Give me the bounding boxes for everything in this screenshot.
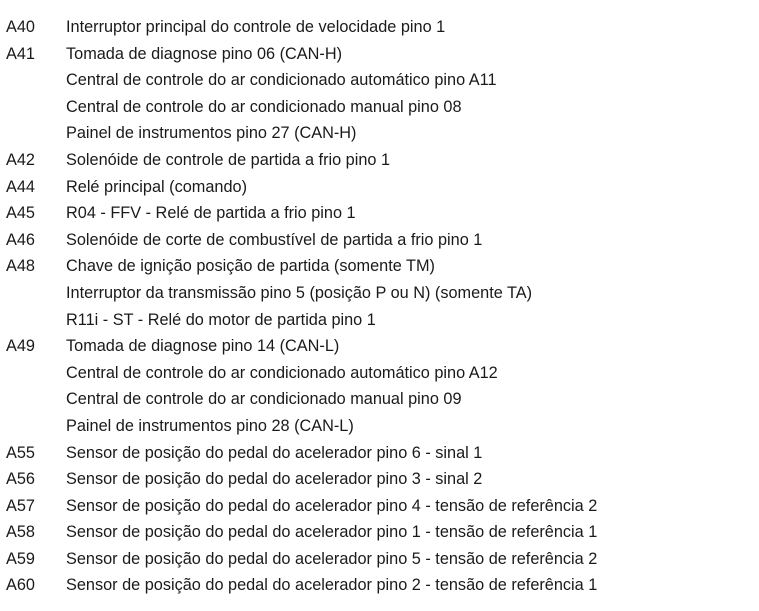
pin-row xyxy=(6,413,756,440)
pin-list xyxy=(6,14,756,599)
pin-description: Solenóide de corte de combustível de partida a frio pino 1 xyxy=(66,230,483,249)
pin-description: Central de controle do ar condicionado automático pino A12 xyxy=(66,363,498,382)
pin-code xyxy=(6,94,66,121)
pin-description: Relé principal (comando) xyxy=(66,177,247,196)
pin-code: A42 xyxy=(6,150,35,169)
pin-description: R11i - ST - Relé do motor de partida pino 1 xyxy=(66,310,376,329)
pin-code xyxy=(6,120,66,147)
pin-row xyxy=(6,493,756,520)
pin-code xyxy=(6,307,66,334)
pin-description: Chave de ignição posição de partida (somente TM) xyxy=(66,257,435,276)
pin-code: A59 xyxy=(6,549,35,568)
pin-row xyxy=(6,174,756,201)
pin-row xyxy=(6,14,756,41)
pin-code xyxy=(6,360,66,387)
pin-code: A46 xyxy=(6,230,35,249)
pin-row xyxy=(6,546,756,573)
pin-row xyxy=(6,440,756,467)
pin-row xyxy=(6,120,756,147)
pin-code: A41 xyxy=(6,44,35,63)
pin-description: Sensor de posição do pedal do acelerador pino 6 - sinal 1 xyxy=(66,443,483,462)
pin-row xyxy=(6,200,756,227)
pin-code xyxy=(6,280,66,307)
pin-description: Painel de instrumentos pino 27 (CAN-H) xyxy=(66,124,357,143)
pin-row xyxy=(6,147,756,174)
pin-description: R04 - FFV - Relé de partida a frio pino 1 xyxy=(66,204,356,223)
pin-description: Central de controle do ar condicionado automático pino A11 xyxy=(66,71,497,90)
pin-code: A48 xyxy=(6,257,35,276)
pin-description: Sensor de posição do pedal do acelerador pino 4 - tensão de referência 2 xyxy=(66,496,598,515)
pin-row xyxy=(6,253,756,280)
pin-code: A60 xyxy=(6,576,35,595)
pin-description: Sensor de posição do pedal do acelerador pino 5 - tensão de referência 2 xyxy=(66,549,598,568)
pin-code: A44 xyxy=(6,177,35,196)
pin-row xyxy=(6,41,756,68)
pin-description: Sensor de posição do pedal do acelerador pino 3 - sinal 2 xyxy=(66,470,483,489)
pin-code: A40 xyxy=(6,18,35,36)
pin-row xyxy=(6,67,756,94)
pin-description: Interruptor da transmissão pino 5 (posição P ou N) (somente TA) xyxy=(66,283,533,302)
pin-code: A57 xyxy=(6,496,35,515)
pin-row xyxy=(6,307,756,334)
pin-code xyxy=(6,413,66,440)
pin-description: Sensor de posição do pedal do acelerador pino 2 - tensão de referência 1 xyxy=(66,576,598,595)
pin-code: A56 xyxy=(6,470,35,489)
pin-row xyxy=(6,227,756,254)
pin-row xyxy=(6,360,756,387)
pin-code xyxy=(6,67,66,94)
pin-description: Solenóide de controle de partida a frio pino 1 xyxy=(66,150,391,169)
pin-row xyxy=(6,333,756,360)
pin-description: Central de controle do ar condicionado manual pino 09 xyxy=(66,390,462,409)
pin-row xyxy=(6,466,756,493)
pin-row xyxy=(6,386,756,413)
pin-row xyxy=(6,519,756,546)
pin-description: Painel de instrumentos pino 28 (CAN-L) xyxy=(66,416,354,435)
pin-code xyxy=(6,386,66,413)
pin-description: Tomada de diagnose pino 14 (CAN-L) xyxy=(66,337,340,356)
pin-code: A58 xyxy=(6,523,35,542)
pin-row xyxy=(6,280,756,307)
pin-code: A45 xyxy=(6,204,35,223)
pin-description: Sensor de posição do pedal do acelerador pino 1 - tensão de referência 1 xyxy=(66,523,598,542)
pin-description: Tomada de diagnose pino 06 (CAN-H) xyxy=(66,44,343,63)
pin-description: Central de controle do ar condicionado manual pino 08 xyxy=(66,97,462,116)
pin-code: A49 xyxy=(6,337,35,356)
pin-row xyxy=(6,94,756,121)
pin-code: A55 xyxy=(6,443,35,462)
pin-row xyxy=(6,572,756,599)
pin-description: Interruptor principal do controle de velocidade pino 1 xyxy=(66,18,446,36)
